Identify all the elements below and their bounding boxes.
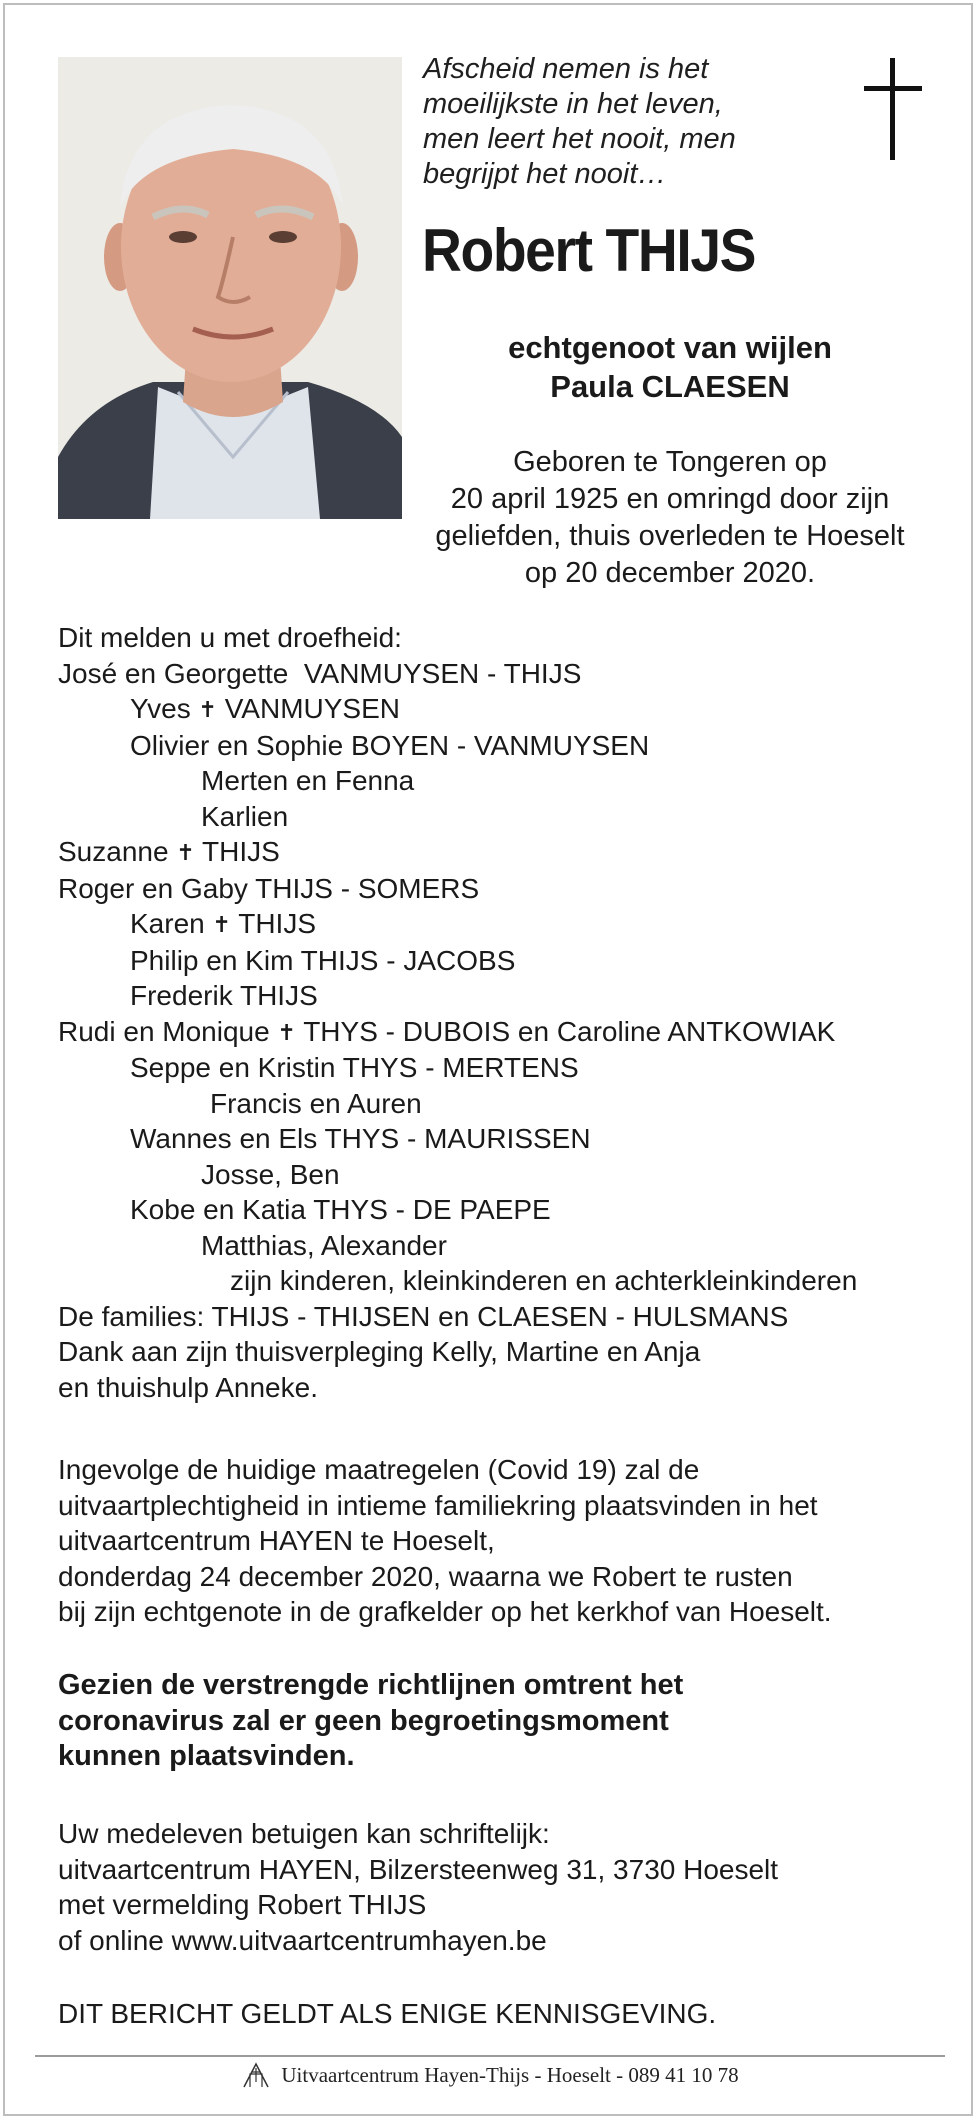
condolence-line: Uw medeleven betuigen kan schriftelijk: [58, 1818, 550, 1849]
family-line: Merten en Fenna [201, 765, 415, 796]
family-line: Matthias, Alexander [201, 1229, 447, 1261]
family-intro: Dit melden u met droefheid: [58, 622, 402, 653]
quote-line: men leert het nooit, men [423, 123, 736, 155]
deceased-name: Robert THIJS [422, 217, 756, 284]
family-member: Rudi en Monique [58, 1015, 270, 1047]
family-line: Philip en Kim THIJS - JACOBS [130, 944, 516, 976]
family-line: Josse, Ben [201, 1158, 340, 1190]
funeral-home-logo-icon [241, 2063, 281, 2087]
final-notice: DIT BERICHT GELDT ALS ENIGE KENNISGEVING. [58, 1998, 717, 2029]
footer-divider [35, 2055, 945, 2057]
ceremony-line: Ingevolge de huidige maatregelen (Covid 19) zal de [58, 1454, 700, 1485]
quote-line: Afscheid nemen is het [423, 53, 709, 85]
ceremony-line: uitvaartcentrum HAYEN te Hoeselt, [58, 1525, 495, 1556]
condolence-line: of online www.uitvaartcentrumhayen.be [58, 1924, 547, 1956]
family-member: VANMUYSEN [224, 693, 400, 724]
notice-line: coronavirus zal er geen begroetingsmoment [58, 1704, 669, 1737]
family-line [58, 834, 958, 871]
farewell-quote [423, 52, 823, 192]
notice-line: kunnen plaatsvinden. [58, 1740, 355, 1772]
family-member: THIJS [202, 836, 280, 867]
small-cross-icon: ✝ [176, 840, 195, 865]
family-member: Yves [130, 693, 191, 724]
family-member: THIJS [238, 908, 316, 939]
family-line: zijn kinderen, kleinkinderen en achterkleinkinderen [230, 1265, 858, 1296]
spouse-line: echtgenoot van wijlen [508, 330, 832, 365]
condolence-line: uitvaartcentrum HAYEN, Bilzersteenweg 31, 3730 Hoeselt [58, 1853, 779, 1885]
notice-line: Gezien de verstrengde richtlijnen omtrent het [58, 1669, 684, 1701]
birth-line: geliefden, thuis overleden te Hoeselt [435, 520, 905, 552]
birth-line: op 20 december 2020. [524, 557, 816, 589]
family-line: De families: THIJS - THIJSEN en CLAESEN - HULSMANS [58, 1300, 789, 1332]
ceremony-info [58, 1452, 832, 1630]
small-cross-icon: ✝ [212, 912, 231, 937]
footer [0, 2062, 980, 2088]
family-line: Wannes en Els THYS - MAURISSEN [130, 1123, 591, 1154]
covid-notice [58, 1668, 683, 1775]
birth-line: 20 april 1925 en omringd door zijn [450, 483, 890, 515]
family-line [58, 1014, 958, 1051]
family-line: Olivier en Sophie BOYEN - VANMUYSEN [130, 729, 650, 761]
small-cross-icon: ✝ [198, 697, 217, 722]
birth-line: Geboren te Tongeren op [513, 446, 827, 478]
birth-death-info [410, 444, 930, 592]
family-line: Frederik THIJS [130, 980, 318, 1011]
family-line: José en Georgette VANMUYSEN - THIJS [58, 657, 582, 689]
family-line: Dank aan zijn thuisverpleging Kelly, Martine en Anja [58, 1336, 701, 1367]
family-member: Karen [130, 908, 205, 939]
quote-line: moeilijkste in het leven, [423, 88, 723, 120]
cross-icon [864, 58, 922, 160]
portrait-photo [58, 57, 402, 519]
family-line: en thuishulp Anneke. [58, 1371, 318, 1403]
footer-text: Uitvaartcentrum Hayen-Thijs - Hoeselt - 089 41 10 78 [281, 2063, 739, 2087]
ceremony-line: uitvaartplechtigheid in intieme familiekring plaatsvinden in het [58, 1489, 818, 1521]
ceremony-line: bij zijn echtgenote in de grafkelder op het kerkhof van Hoeselt. [58, 1596, 832, 1627]
family-line [58, 906, 958, 943]
spouse-name: Paula CLAESEN [550, 369, 790, 404]
family-member: Suzanne [58, 836, 169, 867]
condolences-info [58, 1816, 778, 1958]
family-line: Karlien [201, 800, 289, 832]
small-cross-icon: ✝ [277, 1019, 296, 1045]
family-line: Roger en Gaby THIJS - SOMERS [58, 872, 480, 904]
quote-line: begrijpt het nooit… [423, 158, 667, 190]
spouse-info [430, 328, 910, 406]
family-member: THYS - DUBOIS en Caroline ANTKOWIAK [303, 1015, 836, 1047]
family-list [58, 620, 958, 1405]
ceremony-line: donderdag 24 december 2020, waarna we Robert te rusten [58, 1560, 793, 1592]
family-line: Kobe en Katia THYS - DE PAEPE [130, 1194, 551, 1225]
family-line: Francis en Auren [210, 1087, 422, 1119]
family-line [58, 691, 958, 728]
condolence-line: met vermelding Robert THIJS [58, 1889, 427, 1920]
family-line: Seppe en Kristin THYS - MERTENS [130, 1052, 579, 1083]
